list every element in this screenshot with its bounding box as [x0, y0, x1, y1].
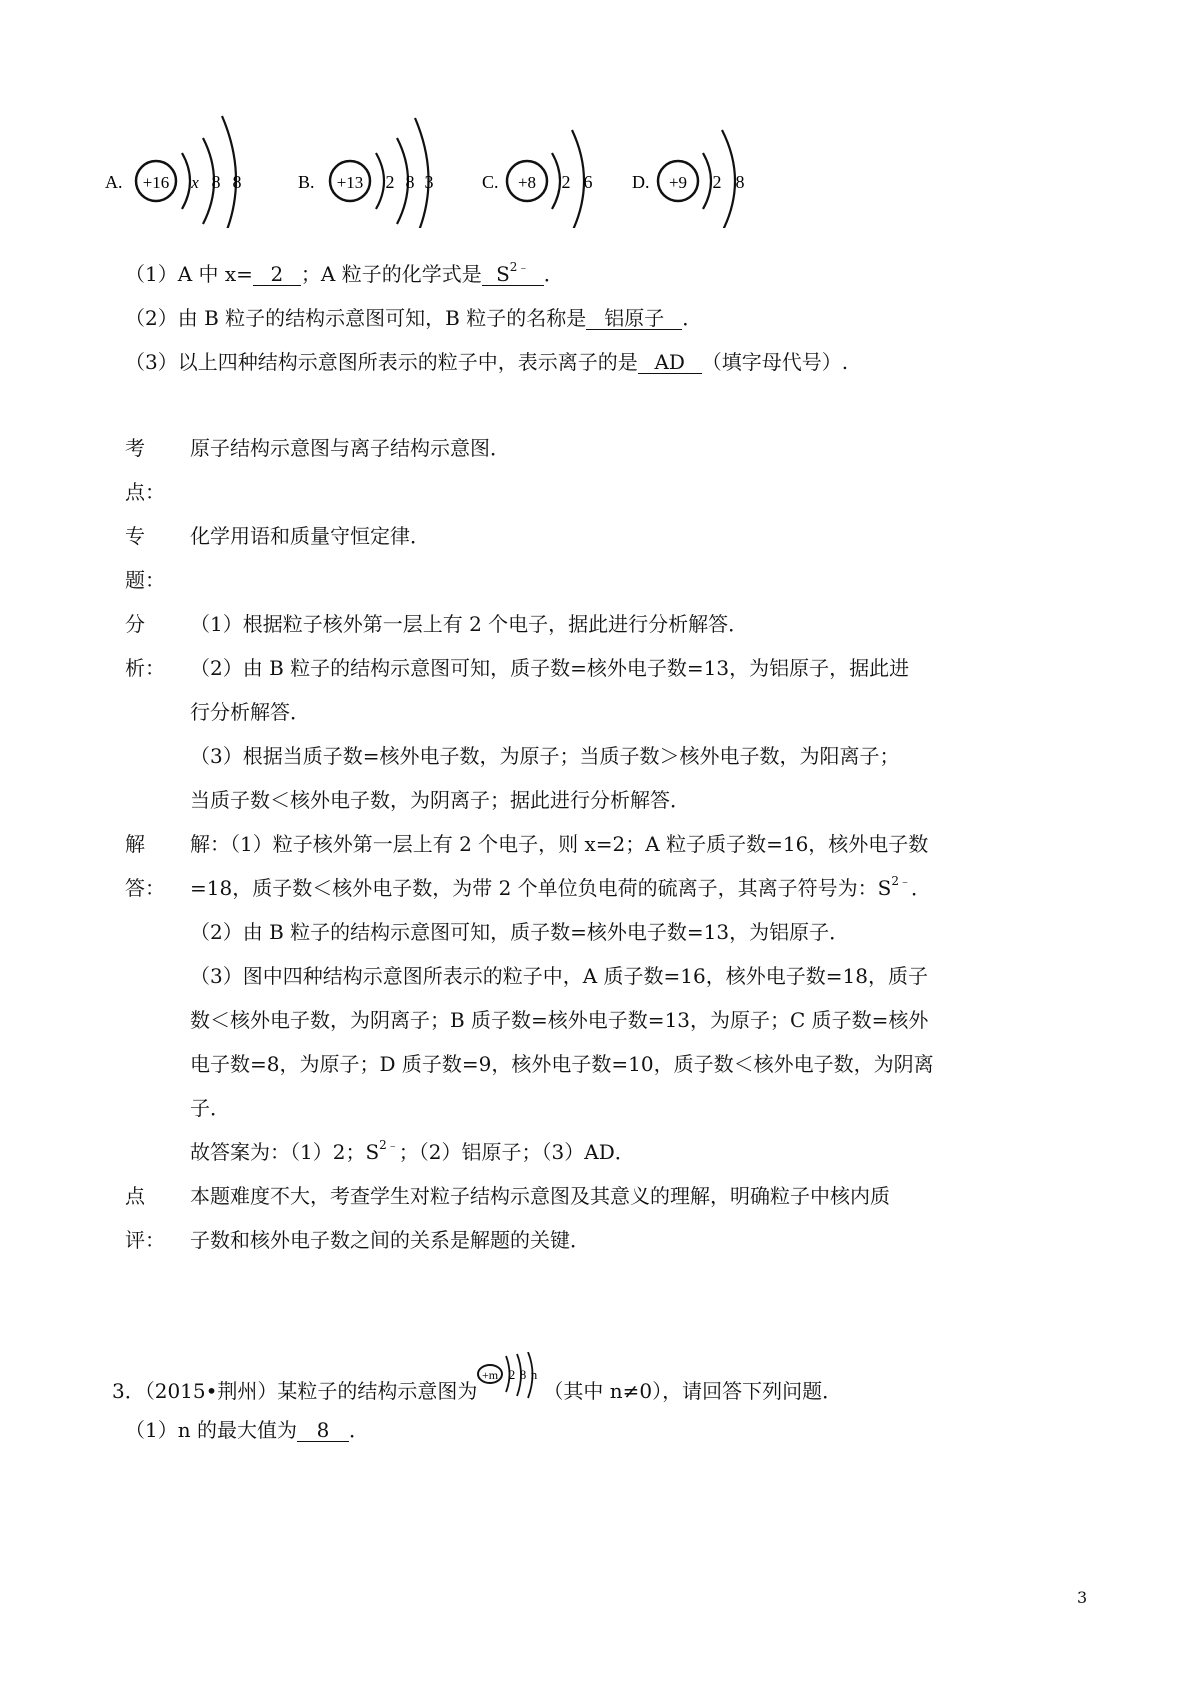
diagram-letter: D.	[632, 172, 650, 192]
answer-blank: $S^{2﹣}$	[482, 263, 544, 286]
electron-shell-arc	[552, 153, 560, 209]
electron-shell-arc	[703, 153, 711, 209]
zhuanti-text: 化学用语和质量守恒定律．	[190, 524, 430, 548]
solution-line: 子．	[190, 1096, 230, 1120]
analysis-line: 当质子数＜核外电子数，为阴离子；据此进行分析解答．	[190, 788, 690, 812]
page-number: 3	[1077, 1588, 1088, 1607]
diagram-c	[482, 130, 593, 228]
shell-electron-count: 8	[232, 172, 242, 192]
solution-line: （3）图中四种结构示意图所表示的粒子中，A 质子数=16，核外电子数=18，质子	[190, 964, 928, 988]
shell-electron-count: n	[531, 1367, 538, 1382]
section-label: 题：	[125, 568, 165, 592]
nucleus-charge: +9	[668, 173, 688, 192]
question-text: ；A 粒子的化学式是	[300, 262, 482, 286]
section-label: 专	[125, 524, 145, 548]
solution-line: 电子数=8，为原子；D 质子数=9，核外电子数=10，质子数＜核外电子数，为阴离	[190, 1052, 934, 1076]
solution-line: =18，质子数＜核外电子数，为带 2 个单位负电荷的硫离子，其离子符号为：$S^{2﹣}$．	[190, 874, 931, 900]
diagram-d	[632, 130, 745, 228]
question-text: 3．（2015•荆州）某粒子的结构示意图为	[112, 1379, 478, 1403]
question-3-stem	[112, 1352, 842, 1408]
answer-blank: AD	[638, 351, 702, 374]
answer-blank: 2	[253, 263, 301, 286]
question-text: （1）n 的最大值为	[125, 1418, 297, 1442]
final-answer-line: 故答案为：（1）2；$S^{2﹣}$；（2）铝原子；（3）AD．	[190, 1138, 635, 1164]
shell-electron-count: 6	[583, 172, 593, 192]
section-label: 答：	[125, 876, 165, 900]
shell-electron-count: x	[191, 173, 199, 192]
atom-structure-diagrams	[100, 108, 860, 228]
section-label: 考	[125, 436, 145, 460]
answer-blank: 8	[297, 1419, 349, 1442]
solution-line: （2）由 B 粒子的结构示意图可知，质子数=核外电子数=13，为铝原子．	[190, 920, 850, 944]
nucleus-charge: +m	[482, 1368, 499, 1382]
analysis-line: （3）根据当质子数=核外电子数，为原子；当质子数＞核外电子数，为阳离子；	[190, 744, 900, 768]
question-text: （其中 n≠0），请回答下列问题．	[543, 1379, 843, 1403]
question-text: （3）以上四种结构示意图所表示的粒子中，表示离子的是	[125, 350, 638, 374]
shell-electron-count: 2	[712, 172, 722, 192]
question-1-line: （1）A 中 x= 2 ；A 粒子的化学式是 $S^{2﹣}$ ．	[125, 260, 564, 286]
diagram-letter: C.	[482, 172, 499, 192]
comment-line: 本题难度不大，考查学生对粒子结构示意图及其意义的理解，明确粒子中核内质	[190, 1184, 890, 1208]
diagram-letter: A.	[105, 172, 123, 192]
kaodian-text: 原子结构示意图与离子结构示意图．	[190, 436, 510, 460]
nucleus-charge: +16	[142, 173, 170, 192]
section-label: 点：	[125, 480, 165, 504]
diagram-letter: B.	[298, 172, 315, 192]
question-text: （2）由 B 粒子的结构示意图可知，B 粒子的名称是	[125, 306, 587, 330]
electron-shell-arc	[182, 153, 190, 209]
shell-electron-count: 8	[735, 172, 745, 192]
section-label: 解	[125, 832, 145, 856]
section-label: 评：	[125, 1228, 165, 1252]
shell-electron-count: 8	[520, 1367, 527, 1382]
shell-electron-count: 2	[385, 172, 395, 192]
answer-blank: 铝原子	[586, 307, 682, 330]
solution-line: 解：（1）粒子核外第一层上有 2 个电子，则 x=2；A 粒子质子数=16，核外电子数	[190, 832, 929, 856]
solution-line: 数＜核外电子数，为阴离子；B 质子数=核外电子数=13，为原子；C 质子数=核外	[190, 1008, 929, 1032]
question-3-line: （3）以上四种结构示意图所表示的粒子中，表示离子的是 AD （填字母代号）.	[125, 350, 849, 374]
small-atom-diagram	[477, 1352, 543, 1408]
shell-electron-count: 2	[561, 172, 571, 192]
diagram-b	[298, 118, 434, 228]
diagram-a	[105, 116, 242, 228]
shell-electron-count: 2	[509, 1367, 516, 1382]
section-label: 析：	[125, 656, 165, 680]
question-3-part-1: （1）n 的最大值为 8 ．	[125, 1418, 369, 1442]
section-label: 分	[125, 612, 145, 636]
question-2-line: （2）由 B 粒子的结构示意图可知，B 粒子的名称是 铝原子 ．	[125, 306, 703, 330]
shell-electron-count: 3	[424, 172, 434, 192]
analysis-line: （1）根据粒子核外第一层上有 2 个电子，据此进行分析解答．	[190, 612, 749, 636]
electron-shell-arc	[722, 130, 735, 228]
electron-shell-arc	[376, 153, 384, 209]
nucleus-charge: +8	[517, 173, 537, 192]
comment-line: 子数和核外电子数之间的关系是解题的关键．	[190, 1228, 590, 1252]
question-text: （1）A 中 x=	[125, 262, 253, 286]
electron-shell-arc	[572, 130, 584, 228]
shell-electron-count: 8	[211, 172, 221, 192]
shell-electron-count: 8	[405, 172, 415, 192]
nucleus-charge: +13	[336, 173, 364, 192]
analysis-line: （2）由 B 粒子的结构示意图可知，质子数=核外电子数=13，为铝原子，据此进	[190, 656, 910, 680]
analysis-line: 行分析解答．	[190, 700, 310, 724]
section-label: 点	[125, 1184, 145, 1208]
